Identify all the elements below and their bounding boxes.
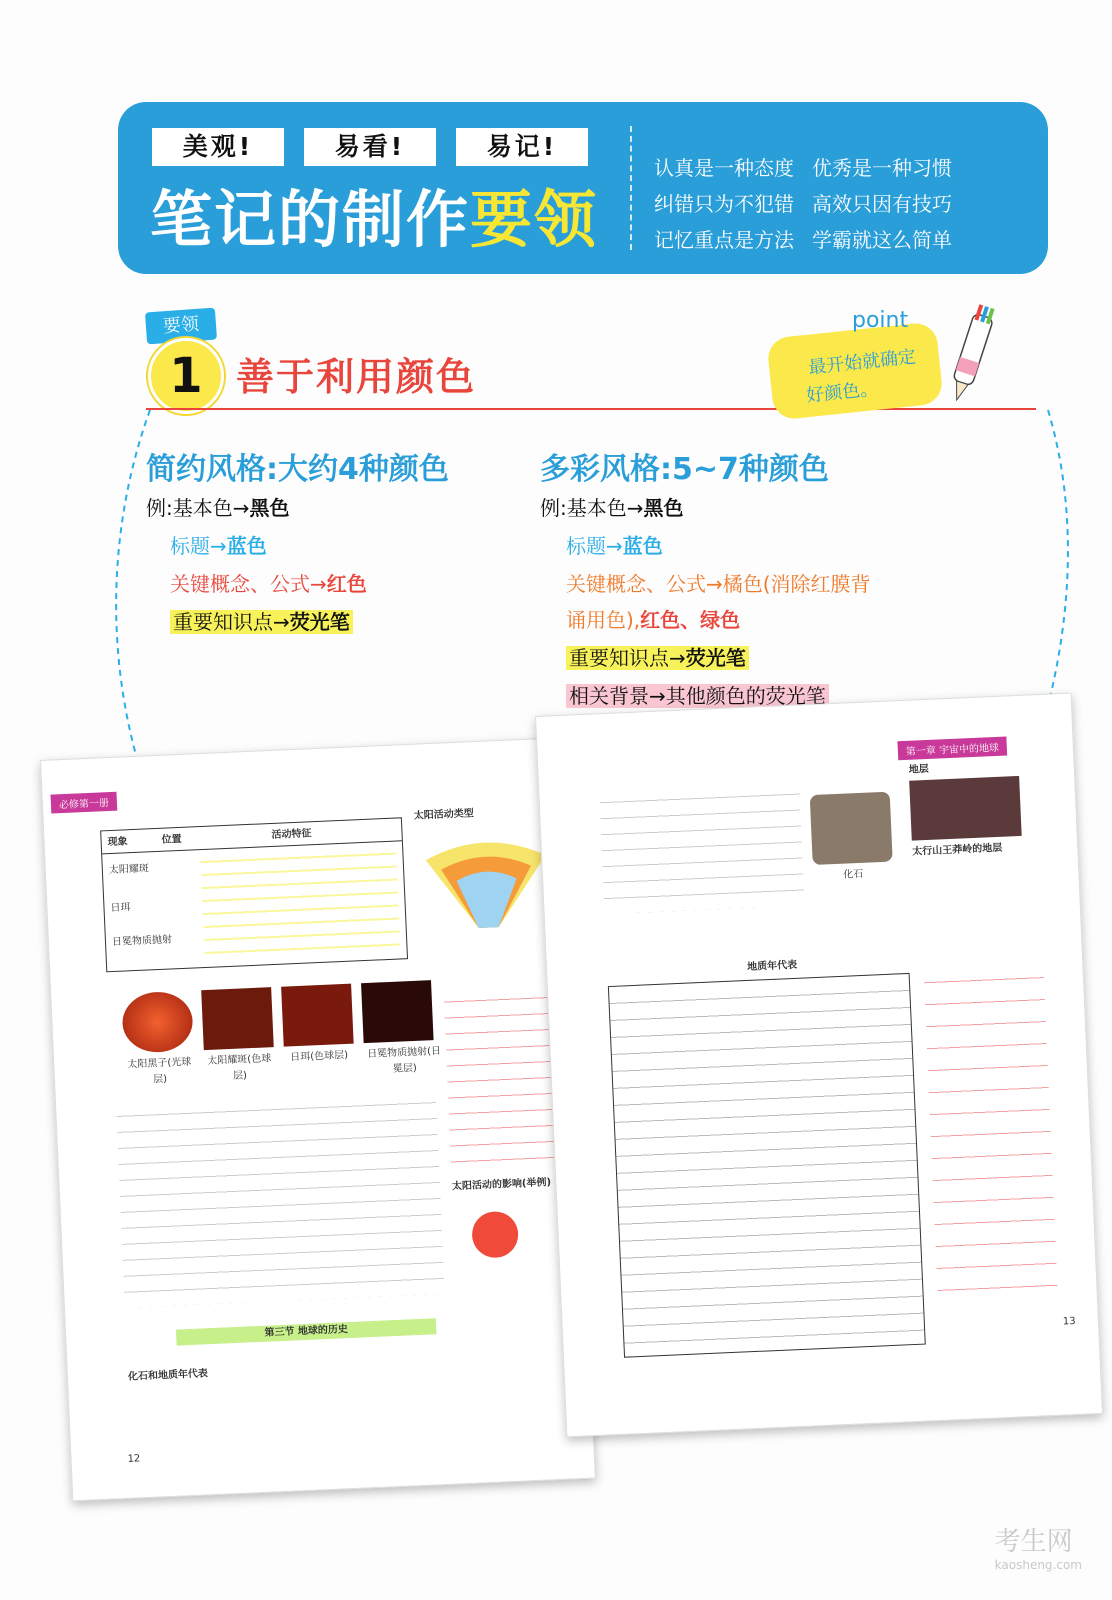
geologic-table-title: 地质年代表: [746, 959, 798, 973]
banner-tag-easy-remember: 易记!: [456, 128, 588, 166]
fossil-photo: [810, 792, 893, 865]
simple-important-value: 荧光笔: [289, 610, 350, 634]
simple-title-color: [170, 530, 267, 559]
simple-important-highlight: [170, 610, 353, 634]
simple-important-prefix: 重要知识点→: [173, 610, 290, 634]
point-note-line-2: 好颜色。: [805, 378, 880, 407]
pen-icon: [940, 304, 1000, 414]
strata-caption: 太行山王莽岭的地层: [912, 842, 1003, 858]
sun-cartoon-icon: [471, 1211, 519, 1259]
right-page-number: 13: [1062, 1315, 1076, 1328]
colorful-style-title: 多彩风格:5~7种颜色: [540, 452, 829, 487]
sunspot-caption: 太阳黑子(光球层): [127, 1056, 192, 1086]
solar-layer-diagram: [414, 825, 559, 941]
table-header-feature: 活动特征: [271, 828, 312, 841]
colorful-concept-line-1: 关键概念、公式→橘色(消除红膜背: [566, 572, 871, 596]
notebook-left-page: [40, 737, 596, 1501]
simple-base-color: [146, 492, 290, 521]
motto-3: 纠错只为不犯错: [654, 192, 794, 216]
solar-activity-types-label: 太阳活动类型: [413, 808, 474, 822]
right-page-tab: 第一章 宇宙中的地球: [897, 736, 1007, 760]
simple-base-prefix: 例:基本色→: [146, 496, 250, 520]
point-note-line-1: 最开始就确定: [807, 346, 917, 379]
left-page-number: 12: [127, 1453, 141, 1465]
simple-title-value: 蓝色: [226, 534, 267, 558]
watermark-name: 考生网: [994, 1527, 1073, 1557]
header-banner: [118, 102, 1048, 274]
table-row-cme: 日冕物质抛射: [111, 934, 173, 949]
colorful-background-line: 相关背景→其他颜色的荧光笔: [566, 684, 829, 708]
watermark-url: kaosheng.com: [994, 1558, 1082, 1572]
banner-title-main: 笔记的制作: [150, 183, 471, 256]
simple-base-value: 黑色: [249, 496, 290, 520]
solar-activity-table: [100, 817, 408, 972]
right-red-notes: [924, 967, 1058, 1302]
motto-2: 优秀是一种习惯: [812, 156, 952, 180]
motto-6: 学霸就这么简单: [812, 228, 952, 252]
section-number: 1: [148, 338, 224, 414]
colorful-important-value: 荧光笔: [685, 646, 746, 670]
fossil-caption: 化石: [842, 868, 864, 881]
banner-title: [150, 170, 598, 259]
prominence-photo: [281, 984, 354, 1047]
colorful-concept-line-2: [566, 604, 740, 633]
point-note-label: point: [852, 308, 909, 333]
simple-concept-color: [170, 568, 367, 597]
colorful-concept-line2-value: 红色、绿色: [640, 608, 741, 632]
section-tag: 要领: [145, 308, 217, 345]
motto-4: 高效只因有技巧: [812, 192, 952, 216]
colorful-title-color: [566, 530, 663, 559]
solar-impact-label: 太阳活动的影响(举例): [451, 1177, 552, 1193]
colorful-base-color: [540, 492, 684, 521]
banner-tag-easy-read: 易看!: [304, 128, 436, 166]
banner-tag-beautiful: 美观!: [152, 128, 284, 166]
colorful-base-prefix: 例:基本色→: [540, 496, 644, 520]
simple-title-prefix: 标题→: [170, 534, 227, 558]
table-header-phenomenon: 现象: [107, 836, 128, 849]
simple-concept-value: 红色: [326, 572, 367, 596]
colorful-title-value: 蓝色: [622, 534, 663, 558]
site-watermark: [995, 1521, 1082, 1572]
cme-caption: 日冕物质抛射(日冕层): [366, 1045, 442, 1075]
colorful-important-prefix: 重要知识点→: [569, 646, 686, 670]
table-header-position: 位置: [161, 833, 182, 846]
colorful-important-highlight: [566, 646, 749, 670]
notebook-right-page: [535, 693, 1103, 1438]
simple-concept-prefix: 关键概念、公式→: [170, 572, 327, 596]
simple-style-title: 简约风格:大约4种颜色: [146, 452, 449, 487]
colorful-concept-line2-prefix: 诵用色),: [566, 608, 641, 632]
flare-caption: 太阳耀斑(色球层): [207, 1053, 272, 1082]
strata-label: 地层: [908, 763, 929, 776]
table-row-prominence: 日珥: [110, 902, 131, 915]
colorful-base-value: 黑色: [643, 496, 684, 520]
strata-photo: [909, 776, 1022, 841]
motto-5: 记忆重点是方法: [654, 228, 794, 252]
motto-1: 认真是一种态度: [654, 156, 794, 180]
colorful-title-prefix: 标题→: [566, 534, 623, 558]
section-title: 善于利用颜色: [236, 355, 477, 399]
table-highlight-lines: [200, 847, 400, 959]
simple-important-color: [170, 606, 353, 635]
left-page-tab: 必修第一册: [51, 792, 118, 814]
right-body-text-lines: [599, 786, 804, 915]
sunspot-photo: [121, 991, 194, 1054]
left-subsection-title: 化石和地质年代表: [127, 1368, 209, 1383]
table-row-flare: 太阳耀斑: [108, 863, 150, 877]
banner-divider: [630, 126, 632, 250]
cme-photo: [361, 980, 434, 1043]
colorful-important-color: [566, 642, 749, 671]
flare-photo: [201, 987, 274, 1050]
left-body-text-lines: [116, 1094, 444, 1308]
prominence-caption: 日珥(色球层): [290, 1049, 349, 1064]
geologic-time-table: [608, 973, 926, 1358]
left-section-title: 第三节 地球的历史: [176, 1318, 436, 1345]
banner-title-highlight: 要领: [470, 183, 599, 256]
